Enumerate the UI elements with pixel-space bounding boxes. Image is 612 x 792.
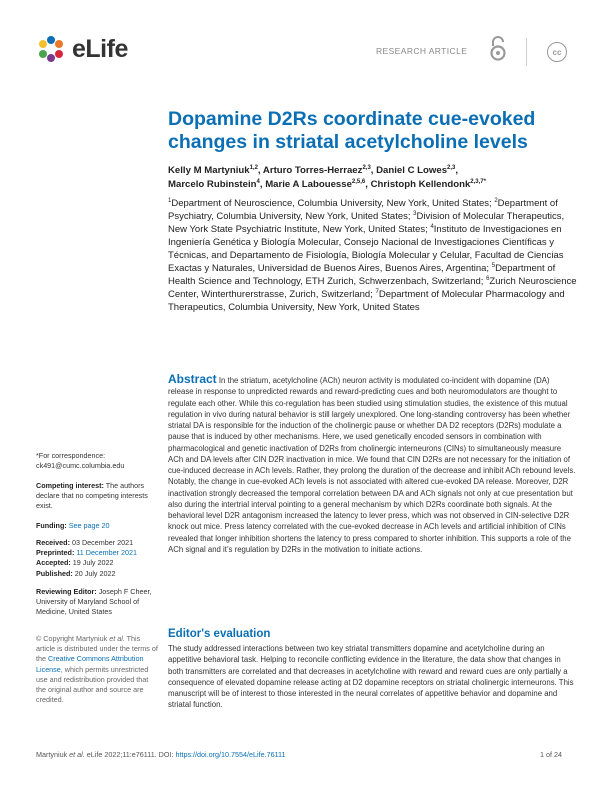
author[interactable]: Marcelo Rubinstein$^4$: [168, 178, 260, 190]
creative-commons-icon: cc: [547, 42, 567, 62]
doi-link[interactable]: https://doi.org/10.7554/eLife.76111: [175, 750, 286, 759]
correspondence-email[interactable]: ck491@cumc.columbia.edu: [36, 461, 125, 471]
author[interactable]: Christoph Kellendonk$^{2,3,7*}$: [370, 178, 486, 190]
competing-interest: Competing interest: The authors declare that no competing interests exist.: [36, 481, 148, 511]
article-title: Dopamine D2Rs coordinate cue-evoked changes in striatal acetylcholine levels: [168, 108, 536, 153]
article-type: RESEARCH ARTICLE: [376, 46, 468, 56]
copyright: © Copyright Martyniuk et al. This article is distributed under the terms of the Creative Commons Attribution License, which permits unrestricted use and redistribution provided that the original author and source are credited.: [36, 634, 158, 705]
editors-evaluation-heading: Editor's evaluation: [168, 628, 271, 640]
funding-link[interactable]: See page 20: [68, 521, 110, 530]
history-dates: Received: 03 December 2021 Preprinted: 11 December 2021 Accepted: 19 July 2022 Published: 20 July 2022: [36, 538, 137, 578]
reviewing-editor: Reviewing Editor: Joseph F Cheer, University of Maryland School of Medicine, United States: [36, 587, 152, 617]
abstract-heading: Abstract: [168, 372, 217, 386]
author[interactable]: Daniel C Lowes$^{2,3}$: [376, 164, 456, 176]
abstract: [168, 374, 576, 555]
elife-logo-text: eLife: [72, 34, 128, 63]
author[interactable]: Arturo Torres-Herraez$^{2,3}$: [262, 164, 371, 176]
author-list: Kelly M Martyniuk$^{1,2}$, Arturo Torres-Herraez$^{2,3}$, Daniel C Lowes$^{2,3}$, Marcelo Rubinstein$^4$, Marie A Labouesse$^{2,5,6}$, Christoph Kellendonk$^{2,3,7*}$: [168, 164, 486, 190]
page-number: 1 of 24: [540, 750, 562, 759]
open-access-icon: [488, 34, 508, 62]
author[interactable]: Marie A Labouesse$^{2,5,6}$: [265, 178, 366, 190]
license-link[interactable]: Creative Commons Attribution License: [36, 654, 144, 674]
footer-citation: Martyniuk et al. eLife 2022;11:e76111. DOI: https://doi.org/10.7554/eLife.76111: [36, 750, 286, 759]
header-divider: [526, 38, 527, 66]
affiliations: $^1$Department of Neuroscience, Columbia University, New York, United States; $^2$Department of Psychiatry, Columbia University, New York, United States; $^3$Division of Molecular Therapeutics, New York State Psychiatric Institute, New York, United States; $^4$Instituto de Investigaciones en Ingeniería Genética y Biología Molecular, Consejo Nacional de Investigaciones Científicas y Técnicas, and Departamento de Fisiología, Biología Molecular y Celular, Facultad de Ciencias Exactas y Naturales, Universidad de Buenos Aires, Buenos Aires, Argentina; $^5$Department of Health Science and Technology, ETH Zurich, Schwerzenbach, Switzerland; $^6$Zurich Neuroscience Center, Winterthurerstrasse, Zurich, Switzerland; $^7$Department of Molecular Pharmacology and Therapeutics, Columbia University, New York, United States: [168, 197, 577, 314]
editors-evaluation-text: The study addressed interactions between two key striatal transmitters dopamine and acetylcholine during an appetitive behavioral task. Helping to reconcile conflicting evidence in the literature, the data show that changes in both transmitters are correlated and that decreases in acetylcholine with reward and reward cues are only partially a consequence of elevated dopamine release acting at D2 dopamine receptors on striatal cholinergic interneurons. This manuscript will be of interest to those interested in the neural correlates of appetitive behavior and dopamine and striatal function.: [168, 644, 574, 710]
funding: Funding: See page 20: [36, 521, 110, 530]
elife-logo-icon: [36, 34, 66, 64]
correspondence: *For correspondence: ck491@cumc.columbia.edu: [36, 451, 158, 471]
abstract-text: In the striatum, acetylcholine (ACh) neuron activity is modulated co-incident with dopamine (DA) release in response to unpredicted rewards and reward-predicting cues and both neuromodulators are thought to regulate each other. While this co-regulation has been studied using stimulation studies, the existence of this mutual regulation in vivo during natural behavior is still largely unexplored. One long-standing controversy has been whether striatal DA is responsible for the induction of the cholinergic pause or whether DA D2 receptors (D2Rs) modulate a pause that is induced by other mechanisms. Here, we used genetically encoded sensors in combination with pharmacological and genetic inactivation of D2Rs from cholinergic interneurons (CINs) to simultaneously measure ACh and DA levels after CIN D2R inactivation in mice. We found that CIN D2Rs are not necessary for the initiation of cue-induced decrease in ACh levels. Rather, they prolong the duration of the decrease and inhibit ACh rebound levels. Notably, the change in cue-evoked ACh levels is not associated with altered cue-evoked DA release. Moreover, D2R inactivation strongly decreased the temporal correlation between DA and ACh signals not only at cue presentation but also during the intertrial interval pointing to a general mechanism by which D2Rs coordinate both signals. At the behavioral level D2R antagonism increased the latency to lever press, which was not observed in CIN-selective D2R knock out mice. Press latency correlated with the cue-evoked decrease in ACh levels and artificial inhibition of CINs revealed that longer inhibition shortens the latency to press compared to shorter inhibition. This supports a role of the ACh signal and it’s regulation by D2Rs in the motivation to initiate actions.: [168, 376, 576, 554]
author[interactable]: Kelly M Martyniuk$^{1,2}$: [168, 164, 258, 176]
elife-logo[interactable]: [36, 34, 128, 64]
preprint-link[interactable]: 11 December 2021: [76, 548, 137, 558]
